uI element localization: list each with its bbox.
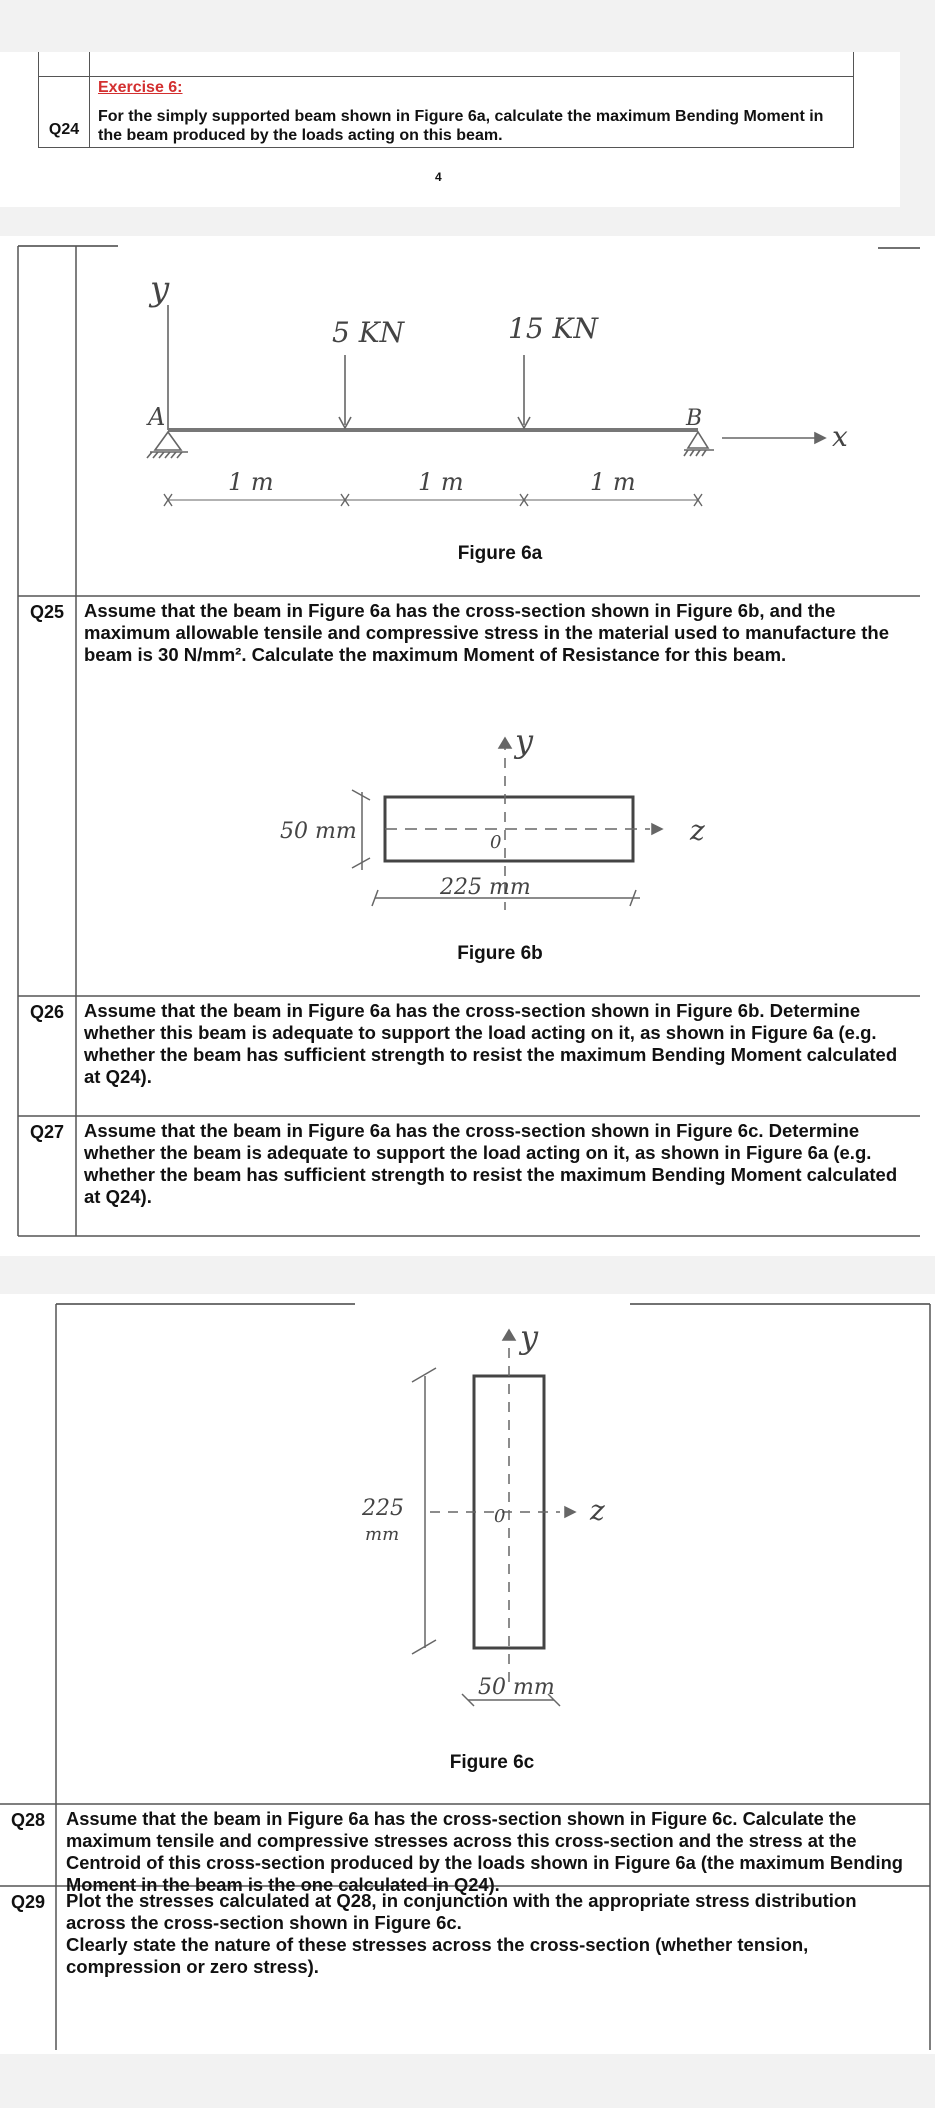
figure-6a-caption: Figure 6a	[457, 543, 543, 564]
height-dimension-label: 225	[362, 1496, 404, 1521]
y-axis-label: y	[515, 722, 534, 760]
width-dimension-label: 225 mm	[440, 875, 531, 900]
question-text: Assume that the beam in Figure 6a has the cross-section shown in Figure 6c. Determine whether the beam is adequate to support the load acting on it, as shown in Figure 6a (e.g. whether the beam has sufficient strength to resist the maximum Bending Moment calculated at Q24).	[84, 1120, 898, 1207]
question-text-continued: Clearly state the nature of these stresses across the cross-section (whether tension, compression or zero stress).	[66, 1934, 809, 1977]
question-29-body	[58, 1886, 924, 1986]
x-axis-label: x	[832, 420, 848, 453]
question-number: Q27	[29, 1122, 65, 1142]
z-axis-label: z	[590, 1494, 605, 1527]
question-number: Q29	[10, 1892, 46, 1912]
load-1-label: 5 KN	[332, 316, 405, 349]
y-axis-label: y	[520, 1318, 539, 1356]
centroid-label: 0	[494, 1506, 506, 1527]
question-text: For the simply supported beam shown in Figure 6a, calculate the maximum Bending Moment in the beam produced by the loads acting on this beam.	[98, 107, 824, 144]
question-number: Q24	[39, 76, 90, 147]
load-2-label: 15 KN	[508, 312, 598, 345]
figure-6c-caption: Figure 6c	[449, 1752, 535, 1773]
span-2-label: 1 m	[418, 468, 464, 496]
question-text: Assume that the beam in Figure 6a has the cross-section shown in Figure 6b, and the maximum allowable tensile and compressive stress in the material used to manufacture the beam is 30 N/mm². Calculate the maximum Moment of Resistance for this beam.	[84, 600, 890, 665]
question-text: Assume that the beam in Figure 6a has the cross-section shown in Figure 6b. Determine whether this beam is adequate to support the load acting on it, as shown in Figure 6a (e.g. whether the beam has sufficient strength to resist the maximum Bending Moment calculated at Q24).	[84, 1000, 898, 1087]
span-3-label: 1 m	[590, 468, 636, 496]
page-number: 4	[435, 170, 442, 184]
question-number: Q28	[10, 1810, 46, 1830]
question-number: Q25	[29, 602, 65, 622]
height-dimension-unit: mm	[365, 1524, 400, 1545]
span-1-label: 1 m	[228, 468, 274, 496]
question-text: Assume that the beam in Figure 6a has the cross-section shown in Figure 6c. Calculate the maximum tensile and compressive stresses across this cross-section and the stress at the Centroid of this cross-section produced by the loads shown in Figure 6a (the maximum Bending Moment in the beam is the one calculated in Q24).	[66, 1808, 903, 1895]
exercise-title: Exercise 6:	[98, 78, 183, 96]
height-dimension-label: 50 mm	[280, 819, 357, 844]
question-number: Q26	[29, 1002, 65, 1022]
question-text: Plot the stresses calculated at Q28, in conjunction with the appropriate stress distribution across the cross-section shown in Figure 6c.	[66, 1890, 857, 1933]
z-axis-label: z	[690, 814, 705, 847]
support-a-label: A	[148, 403, 166, 431]
centroid-label: 0	[490, 832, 502, 853]
figure-6b-caption: Figure 6b	[457, 943, 543, 964]
y-axis-label: y	[150, 269, 170, 309]
support-b-label: B	[686, 406, 703, 431]
width-dimension-label: 50 mm	[478, 1675, 555, 1700]
